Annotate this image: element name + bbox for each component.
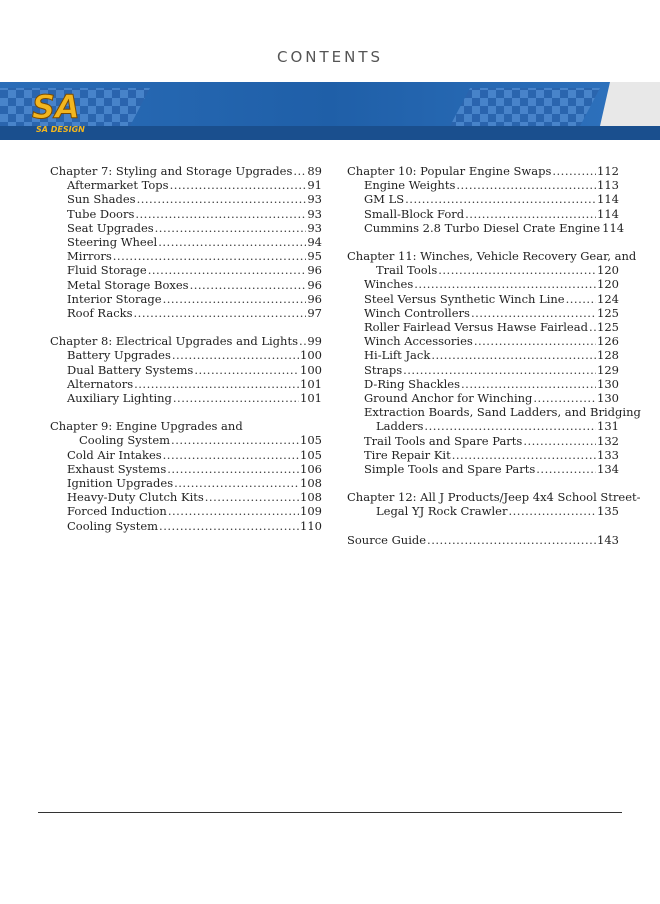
toc-right-column <box>347 164 641 547</box>
toc-entry[interactable]: Cummins 2.8 Turbo Diesel Crate Engine 114 <box>364 220 625 235</box>
toc-entry[interactable]: Aftermarket Tops ..... 91 <box>50 178 322 192</box>
toc-entry[interactable]: Dual Battery Systems ..... 100 <box>50 363 322 377</box>
toc-entry[interactable]: Seat Upgrades ..... 93 <box>50 221 322 235</box>
toc-entry[interactable]: Simple Tools and Spare Parts ..... 134 <box>347 462 619 476</box>
toc-entry[interactable]: Straps ..... 129 <box>347 363 619 377</box>
toc-entry-extraction-title[interactable]: Extraction Boards, Sand Ladders, and Bridging <box>364 405 641 420</box>
toc-entry[interactable]: Engine Weights ..... 113 <box>347 178 619 192</box>
toc-entry[interactable]: Exhaust Systems ..... 106 <box>50 462 322 476</box>
toc-entry[interactable]: Auxiliary Lighting ..... 101 <box>50 391 322 405</box>
toc-entry[interactable]: Hi-Lift Jack ..... 128 <box>347 348 619 362</box>
toc-entry[interactable]: Sun Shades ..... 93 <box>50 192 322 206</box>
header-banner <box>0 82 660 140</box>
toc-entry[interactable]: Ground Anchor for Winching ..... 130 <box>347 391 619 405</box>
toc-entry[interactable]: Heavy-Duty Clutch Kits ..... 108 <box>50 490 322 504</box>
toc-left-column <box>50 164 322 533</box>
toc-entry[interactable]: Roof Racks ..... 97 <box>50 306 322 320</box>
page-title: CONTENTS <box>276 48 384 66</box>
toc-entry[interactable]: Small-Block Ford ..... 114 <box>347 207 619 221</box>
toc-entry[interactable]: Fluid Storage ..... 96 <box>50 263 322 277</box>
toc-chapter-7[interactable]: Chapter 7: Styling and Storage Upgrades ..... 89 <box>50 164 322 178</box>
toc-entry[interactable]: Alternators ..... 101 <box>50 377 322 391</box>
toc-entry[interactable]: Cooling System ..... 110 <box>50 519 322 533</box>
toc-source-guide[interactable]: Source Guide ..... 143 <box>347 533 619 547</box>
toc-entry[interactable]: Tube Doors ..... 93 <box>50 207 322 221</box>
footer-divider <box>38 812 622 813</box>
toc-entry[interactable]: Winch Accessories ..... 126 <box>347 334 619 348</box>
toc-entry[interactable]: Battery Upgrades ..... 100 <box>50 348 322 362</box>
toc-entry[interactable]: Trail Tools and Spare Parts ..... 132 <box>347 434 619 448</box>
toc-chapter-8[interactable]: Chapter 8: Electrical Upgrades and Lights ..... 99 <box>50 334 322 348</box>
toc-entry[interactable]: Roller Fairlead Versus Hawse Fairlead ..... 125 <box>347 320 619 334</box>
svg-text:SA: SA <box>32 88 80 126</box>
toc-entry-extraction[interactable]: Ladders ..... 131 <box>347 419 619 433</box>
toc-entry[interactable]: Mirrors ..... 95 <box>50 249 322 263</box>
toc-entry[interactable]: Interior Storage ..... 96 <box>50 292 322 306</box>
toc-entry[interactable]: Cold Air Intakes ..... 105 <box>50 448 322 462</box>
toc-chapter-9-title[interactable]: Chapter 9: Engine Upgrades and <box>50 419 243 434</box>
toc-entry[interactable]: Steel Versus Synthetic Winch Line ..... 124 <box>347 292 619 306</box>
toc-chapter-12-title[interactable]: Chapter 12: All J Products/Jeep 4x4 School Street- <box>347 490 641 505</box>
toc-chapter-11-title[interactable]: Chapter 11: Winches, Vehicle Recovery Gear, and <box>347 249 637 264</box>
toc-entry[interactable]: GM LS ..... 114 <box>347 192 619 206</box>
toc-entry[interactable]: Winch Controllers ..... 125 <box>347 306 619 320</box>
sa-design-logo <box>28 84 98 136</box>
toc-chapter-10[interactable]: Chapter 10: Popular Engine Swaps ..... 112 <box>347 164 619 178</box>
toc-entry[interactable]: D-Ring Shackles ..... 130 <box>347 377 619 391</box>
toc-chapter-12[interactable]: Legal YJ Rock Crawler ..... 135 <box>347 504 619 518</box>
toc-entry[interactable]: Steering Wheel ..... 94 <box>50 235 322 249</box>
toc-chapter-9[interactable]: Cooling System ..... 105 <box>50 433 322 447</box>
toc-entry[interactable]: Ignition Upgrades ..... 108 <box>50 476 322 490</box>
toc-entry[interactable]: Forced Induction ..... 109 <box>50 504 322 518</box>
toc-chapter-11[interactable]: Trail Tools ..... 120 <box>347 263 619 277</box>
svg-text:SA DESIGN: SA DESIGN <box>36 125 85 134</box>
toc-entry[interactable]: Winches ..... 120 <box>347 277 619 291</box>
toc-entry[interactable]: Metal Storage Boxes ..... 96 <box>50 278 322 292</box>
toc-entry[interactable]: Tire Repair Kit ..... 133 <box>347 448 619 462</box>
